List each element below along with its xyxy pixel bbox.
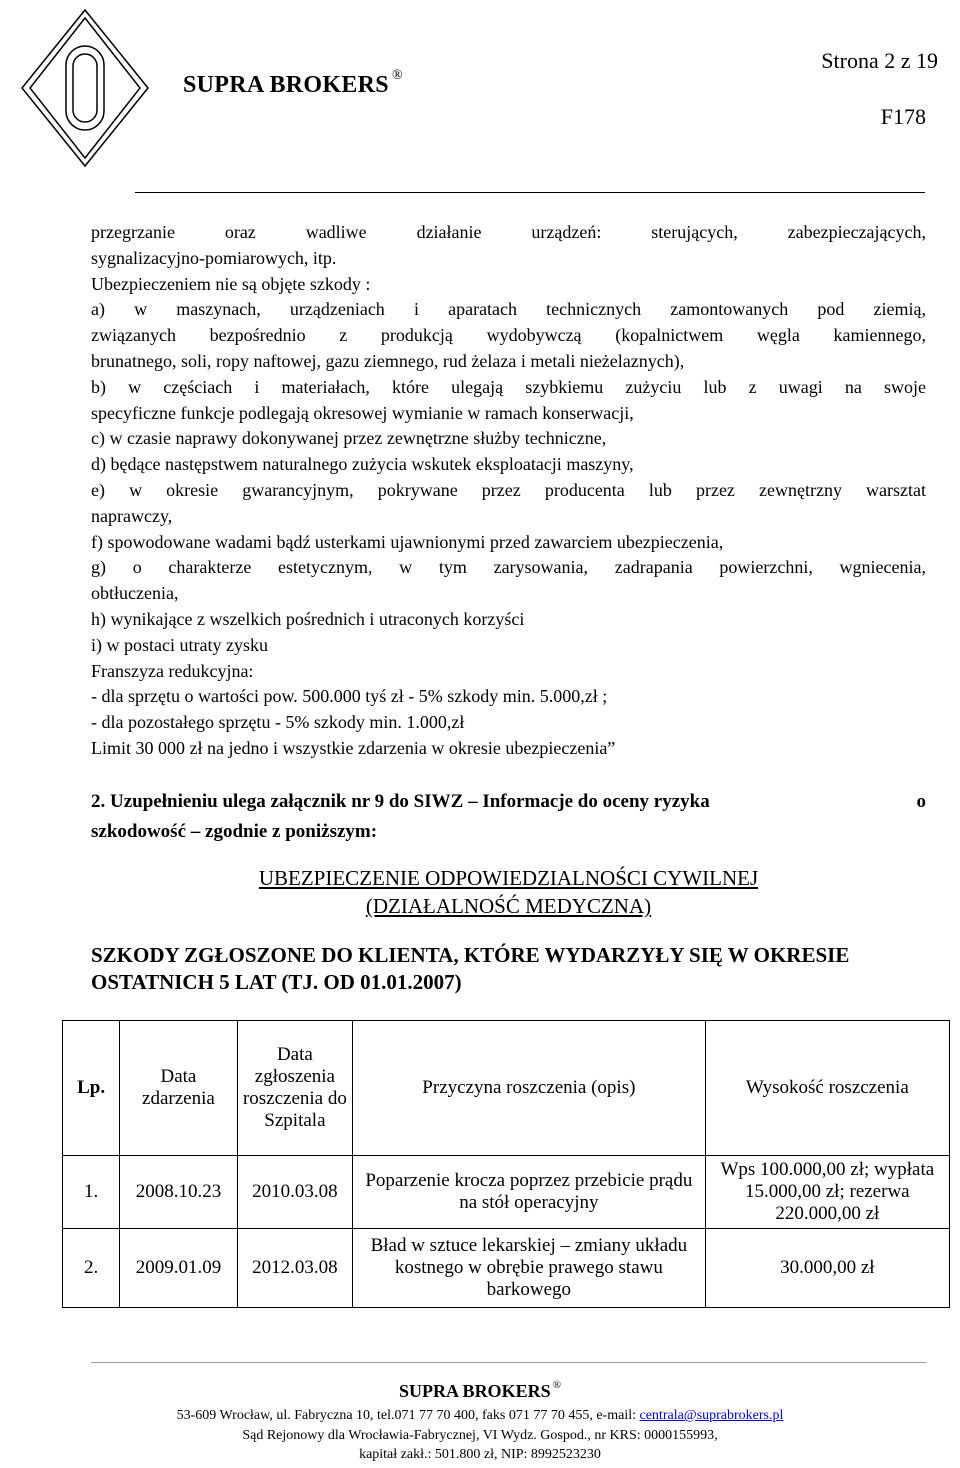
- exclusion-f: f) spowodowane wadami bądź usterkami ujawnionymi przed zawarciem ubezpieczenia,: [91, 531, 724, 552]
- registered-mark: ®: [391, 68, 403, 83]
- cell-cause: Poparzenie krocza poprzez przebicie prądu na stół operacyjny: [353, 1156, 706, 1229]
- section-2-line-1: 2. Uzupełnieniu ulega załącznik nr 9 do SIWZ – Informacje do oceny ryzyka: [91, 791, 710, 812]
- coverage-title: [91, 864, 926, 920]
- exclusions-intro: Ubezpieczeniem nie są objęte szkody :: [91, 273, 371, 294]
- limit: Limit 30 000 zł na jedno i wszystkie zdarzenia w okresie ubezpieczenia”: [91, 737, 616, 758]
- header-amount: Wysokość roszczenia: [705, 1021, 949, 1156]
- claims-heading-line-2: OSTATNICH 5 LAT (TJ. OD 01.01.2007): [91, 970, 462, 994]
- cell-amount: 30.000,00 zł: [705, 1229, 949, 1308]
- intro-line-2: sygnalizacyjno-pomiarowych, itp.: [91, 247, 337, 268]
- cell-amount: Wps 100.000,00 zł; wypłata 15.000,00 zł; rezerwa 220.000,00 zł: [705, 1156, 949, 1229]
- cell-lp: 1.: [63, 1156, 120, 1229]
- section-2: [91, 787, 926, 847]
- exclusion-b-line-2: specyficzne funkcje podlegają okresowej wymianie w ramach konserwacji,: [91, 402, 634, 423]
- page-number: Strona 2 z 19: [821, 48, 938, 73]
- header-lp: Lp.: [63, 1021, 120, 1156]
- claims-heading: [91, 942, 926, 996]
- footer-court: Sąd Rejonowy dla Wrocławia-Fabrycznej, VI Wydz. Gospod., nr KRS: 0000155993,: [242, 1428, 718, 1443]
- footer-capital: kapitał zakł.: 501.800 zł, NIP: 8992523230: [359, 1447, 601, 1462]
- exclusion-e-line-2: naprawczy,: [91, 505, 173, 526]
- cell-report-date: 2010.03.08: [237, 1156, 352, 1229]
- exclusion-a-line-1: a) w maszynach, urządzeniach i aparatach technicznych zamontowanych pod ziemią,: [91, 299, 926, 320]
- header-event-date: Data zdarzenia: [120, 1021, 238, 1156]
- exclusion-d: d) będące następstwem naturalnego zużycia wskutek eksploatacji maszyny,: [91, 454, 634, 475]
- header-report-date: Data zgłoszenia roszczenia do Szpitala: [237, 1021, 352, 1156]
- exclusion-c: c) w czasie naprawy dokonywanej przez zewnętrzne służby techniczne,: [91, 428, 607, 449]
- deductible-title: Franszyza redukcyjna:: [91, 660, 254, 681]
- footer-registered-mark: ®: [552, 1379, 561, 1391]
- exclusion-a-line-2: związanych bezpośrednio z produkcją wydobywczą (kopalnictwem węgla kamiennego,: [91, 325, 926, 346]
- claims-heading-line-1: SZKODY ZGŁOSZONE DO KLIENTA, KTÓRE WYDARZYŁY SIĘ W OKRESIE: [91, 943, 850, 967]
- exclusion-g-line-1: g) o charakterze estetycznym, w tym zarysowania, zadrapania powierzchni, wgniecenia,: [91, 557, 926, 578]
- header-brand: SUPRA BROKERS ®: [183, 68, 403, 98]
- deductible-1: - dla sprzętu o wartości pow. 500.000 tyś zł - 5% szkody min. 5.000,zł ;: [91, 686, 608, 707]
- coverage-title-line-2: (DZIAŁALNOŚĆ MEDYCZNA): [365, 894, 652, 918]
- section-2-line-1-end: o: [916, 791, 926, 812]
- document-id: F178: [880, 104, 926, 129]
- exclusion-b-line-1: b) w częściach i materiałach, które ulegają szybkiemu zużyciu lub z uwagi na swoje: [91, 376, 926, 397]
- intro-line-1: przegrzanie oraz wadliwe działanie urządzeń: sterujących, zabezpieczających,: [91, 222, 926, 242]
- cell-event-date: 2008.10.23: [120, 1156, 238, 1229]
- section-2-line-2: szkodowość – zgodnie z poniższym:: [91, 821, 378, 842]
- table-header-row: [63, 1021, 950, 1156]
- exclusion-g-line-2: obtłuczenia,: [91, 583, 179, 604]
- exclusion-a-line-3: brunatnego, soli, ropy naftowej, gazu ziemnego, rud żelaza i metali nieżelaznych),: [91, 350, 685, 371]
- footer-brand: SUPRA BROKERS ®: [399, 1379, 561, 1401]
- cell-lp: 2.: [63, 1229, 120, 1308]
- company-logo: [20, 8, 150, 168]
- claims-table: [62, 1020, 950, 1308]
- footer-email-link[interactable]: centrala@suprabrokers.pl: [639, 1408, 784, 1423]
- footer-divider: [91, 1362, 926, 1363]
- cell-report-date: 2012.03.08: [237, 1229, 352, 1308]
- table-row: [63, 1229, 950, 1308]
- exclusion-i: i) w postaci utraty zysku: [91, 634, 268, 655]
- coverage-title-line-1: UBEZPIECZENIE ODPOWIEDZIALNOŚCI CYWILNEJ: [258, 866, 759, 890]
- body-text: [91, 220, 926, 762]
- exclusion-e-line-1: e) w okresie gwarancyjnym, pokrywane przez producenta lub przez zewnętrzny warsztat: [91, 479, 926, 500]
- cell-event-date: 2009.01.09: [120, 1229, 238, 1308]
- table-row: [63, 1156, 950, 1229]
- cell-cause: Bład w sztuce lekarskiej – zmiany układu kostnego w obrębie prawego stawu barkowego: [353, 1229, 706, 1308]
- exclusion-h: h) wynikające z wszelkich pośrednich i utraconych korzyści: [91, 608, 525, 629]
- header-divider: [135, 192, 925, 193]
- header-cause: Przyczyna roszczenia (opis): [353, 1021, 706, 1156]
- deductible-2: - dla pozostałego sprzętu - 5% szkody min. 1.000,zł: [91, 712, 465, 733]
- footer-address: 53-609 Wrocław, ul. Fabryczna 10, tel.071 77 70 400, faks 071 77 70 455, e-mail: centrala@suprabrokers.pl: [176, 1408, 784, 1423]
